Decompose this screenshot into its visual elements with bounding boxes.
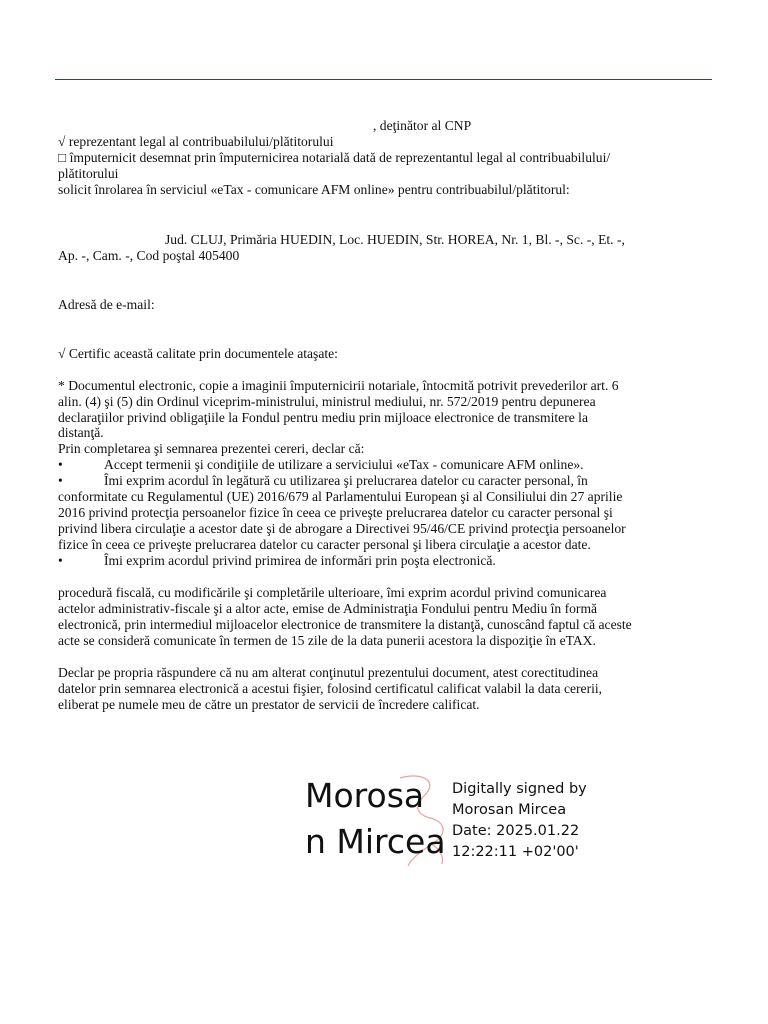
address-line: Jud. CLUJ, Primăria HUEDIN, Loc. HUEDIN, Str. HOREA, Nr. 1, Bl. -, Sc. -, Et. -, xyxy=(165,232,625,247)
fiscal-paragraph: procedură fiscală, cu modificările şi completările ulterioare, îmi exprim acordul privind comunicarea xyxy=(58,585,607,600)
bullet-marker: • xyxy=(58,473,63,488)
fiscal-paragraph: electronică, prin intermediul mijloacelor electronice de transmitere la distanţă, cunoscând faptul că aceste xyxy=(58,617,632,632)
attachment-paragraph: * Documentul electronic, copie a imaginii împuternicirii notariale, întocmită potrivit prevederilor art. 6 xyxy=(58,378,619,393)
responsibility-paragraph: eliberat pe numele meu de către un prestator de servicii de încredere calificat. xyxy=(58,697,480,712)
certify-option: √ Certific această calitate prin documentele ataşate: xyxy=(58,346,338,361)
fiscal-paragraph: acte se consideră comunicate în termen de 15 zile de la data punerii acestora la dispoziţie în eTAX. xyxy=(58,633,596,648)
signature-info-line4: 12:22:11 +02'00' xyxy=(452,844,579,860)
signature-info-line1: Digitally signed by xyxy=(452,781,587,797)
responsibility-paragraph: datelor prin semnarea electronică a acestui fişier, folosind certificatul calificat valabil la data cererii, xyxy=(58,681,603,696)
header-rule xyxy=(55,79,712,80)
bullet-marker: • xyxy=(58,457,63,472)
signature-info-line3: Date: 2025.01.22 xyxy=(452,823,580,839)
attachment-paragraph: alin. (4) şi (5) din Ordinul viceprim-ministrului, ministrul mediului, nr. 572/2019 pentru depunerea xyxy=(58,394,596,409)
gdpr-bullet-continued: conformitate cu Regulamentul (UE) 2016/679 al Parlamentului European şi al Consiliului din 27 aprilie xyxy=(58,489,623,504)
gdpr-bullet-continued: 2016 privind protecţia persoanelor fizice în ceea ce priveşte prelucrarea datelor cu caracter personal şi xyxy=(58,505,613,520)
proxy-option: □ împuternicit desemnat prin împuternicirea notarială dată de reprezentantul legal al contribuabilului/ xyxy=(58,150,611,165)
signature-name-line2: n Mircea xyxy=(305,822,446,861)
gdpr-bullet-continued: fizice în ceea ce priveşte prelucrarea datelor cu caracter personal şi libera circulaţie a acestor date. xyxy=(58,537,591,552)
signature-name-line1: Morosa xyxy=(305,776,425,815)
email-consent-bullet: Îmi exprim acordul privind primirea de informări prin poşta electronică. xyxy=(104,553,496,568)
address-line-continued: Ap. -, Cam. -, Cod poştal 405400 xyxy=(58,248,240,263)
declaration-intro: Prin completarea şi semnarea prezentei cereri, declar că: xyxy=(58,441,365,456)
email-label: Adresă de e-mail: xyxy=(58,297,155,312)
gdpr-bullet: Îmi exprim acordul în legătură cu utilizarea şi prelucrarea datelor cu caracter personal, în xyxy=(104,473,588,488)
bullet-marker: • xyxy=(58,553,63,568)
proxy-option-continued: plătitorului xyxy=(58,166,119,181)
terms-bullet: Accept termenii şi condiţiile de utilizare a serviciului «eTax - comunicare AFM online». xyxy=(104,457,584,472)
gdpr-bullet-continued: privind libera circulaţie a acestor date şi de abrogare a Directivei 95/46/CE privind protecţia persoanelor xyxy=(58,521,626,536)
attachment-paragraph: declaraţiilor privind obligaţiile la Fondul pentru mediu prin mijloace electronice de transmitere la xyxy=(58,410,588,425)
attachment-paragraph: distanţă. xyxy=(58,425,104,440)
legal-rep-option: √ reprezentant legal al contribuabilului/plătitorului xyxy=(58,134,334,149)
enrollment-request: solicit înrolarea în serviciul «eTax - comunicare AFM online» pentru contribuabilul/plătitorul: xyxy=(58,182,570,197)
signature-info-line2: Morosan Mircea xyxy=(452,802,567,818)
fiscal-paragraph: actelor administrativ-fiscale şi a altor acte, emise de Administraţia Fondului pentru Mediu în formă xyxy=(58,601,598,616)
responsibility-paragraph: Declar pe propria răspundere că nu am alterat conţinutul prezentului document, atest corectitudinea xyxy=(58,665,599,680)
cnp-holder-text: , deţinător al CNP xyxy=(373,118,472,133)
